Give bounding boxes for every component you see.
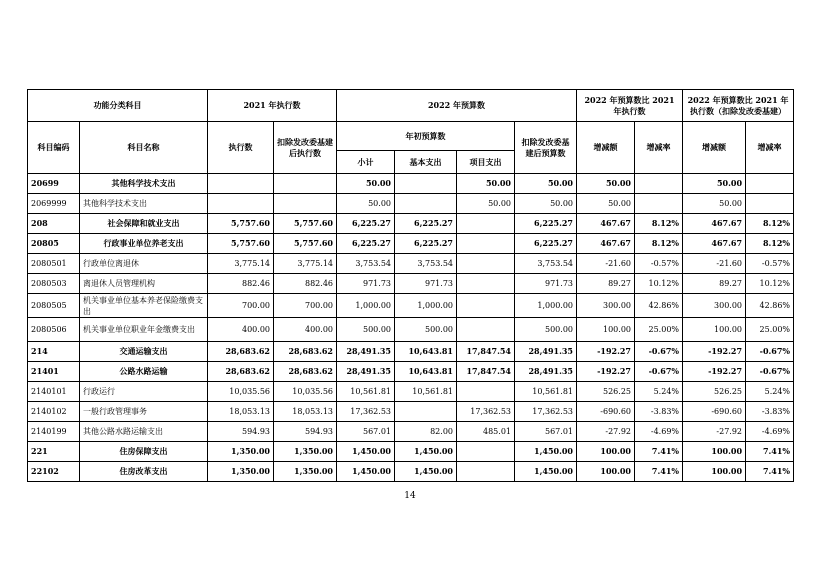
cell-subtotal: 6,225.27 [337, 214, 395, 234]
cell-basic: 3,753.54 [395, 254, 457, 274]
cell-exec-excl: 5,757.60 [274, 214, 337, 234]
page-number: 14 [404, 491, 416, 501]
cell-inc-rate-2: -0.67% [746, 362, 794, 382]
cell-basic: 1,000.00 [395, 294, 457, 318]
cell-inc-amt-2: -690.60 [683, 402, 746, 422]
cell-basic [395, 174, 457, 194]
cell-budget-excl: 17,362.53 [515, 402, 577, 422]
cell-inc-rate: -0.67% [635, 362, 683, 382]
table-row [28, 342, 794, 362]
cell-name: 交通运输支出 [80, 342, 208, 362]
cell-basic: 6,225.27 [395, 214, 457, 234]
cell-inc-rate-2: -4.69% [746, 422, 794, 442]
header-code: 科目编码 [28, 122, 80, 174]
table-row [28, 254, 794, 274]
cell-inc-rate: 7.41% [635, 462, 683, 482]
cell-inc-amt-2: 100.00 [683, 318, 746, 342]
cell-exec: 1,350.00 [208, 462, 274, 482]
cell-inc-rate-2: 25.00% [746, 318, 794, 342]
cell-name: 机关事业单位基本养老保险缴费支出 [80, 294, 208, 318]
cell-project [457, 382, 515, 402]
cell-budget-excl: 1,450.00 [515, 462, 577, 482]
cell-inc-rate [635, 194, 683, 214]
header-basic: 基本支出 [395, 151, 457, 174]
cell-exec: 700.00 [208, 294, 274, 318]
header-func-category: 功能分类科目 [28, 90, 208, 122]
cell-inc-rate: 8.12% [635, 214, 683, 234]
cell-exec [208, 174, 274, 194]
cell-exec-excl: 28,683.62 [274, 362, 337, 382]
cell-code: 208 [28, 214, 80, 234]
cell-inc-rate-2: -0.57% [746, 254, 794, 274]
cell-inc-amt: 50.00 [577, 174, 635, 194]
cell-exec: 18,053.13 [208, 402, 274, 422]
cell-exec-excl [274, 174, 337, 194]
cell-code: 2140101 [28, 382, 80, 402]
cell-basic: 6,225.27 [395, 234, 457, 254]
cell-name: 社会保障和就业支出 [80, 214, 208, 234]
table-row [28, 382, 794, 402]
table-row [28, 318, 794, 342]
cell-project: 485.01 [457, 422, 515, 442]
cell-code: 22102 [28, 462, 80, 482]
table-row [28, 294, 794, 318]
cell-basic: 10,643.81 [395, 342, 457, 362]
header-row-top [28, 90, 794, 122]
cell-budget-excl: 567.01 [515, 422, 577, 442]
cell-inc-amt: 100.00 [577, 462, 635, 482]
cell-name: 行政运行 [80, 382, 208, 402]
cell-inc-rate-2: -0.67% [746, 342, 794, 362]
header-subtotal: 小计 [337, 151, 395, 174]
cell-code: 2080505 [28, 294, 80, 318]
cell-inc-rate: -4.69% [635, 422, 683, 442]
cell-inc-rate: 10.12% [635, 274, 683, 294]
cell-exec-excl: 594.93 [274, 422, 337, 442]
cell-name: 住房保障支出 [80, 442, 208, 462]
cell-exec: 10,035.56 [208, 382, 274, 402]
cell-exec-excl: 700.00 [274, 294, 337, 318]
cell-inc-rate-2: 5.24% [746, 382, 794, 402]
cell-inc-amt: 100.00 [577, 442, 635, 462]
cell-name: 其他公路水路运输支出 [80, 422, 208, 442]
cell-subtotal: 10,561.81 [337, 382, 395, 402]
header-inc-rate-2: 增减率 [746, 122, 794, 174]
cell-basic: 82.00 [395, 422, 457, 442]
cell-inc-rate: 42.86% [635, 294, 683, 318]
cell-project: 17,847.54 [457, 362, 515, 382]
cell-subtotal: 971.73 [337, 274, 395, 294]
cell-exec-excl [274, 194, 337, 214]
cell-inc-amt: 100.00 [577, 318, 635, 342]
cell-subtotal: 1,450.00 [337, 442, 395, 462]
cell-exec: 3,775.14 [208, 254, 274, 274]
cell-exec: 5,757.60 [208, 234, 274, 254]
cell-basic: 971.73 [395, 274, 457, 294]
cell-inc-rate-2: -3.83% [746, 402, 794, 422]
cell-inc-amt-2: 89.27 [683, 274, 746, 294]
cell-subtotal: 28,491.35 [337, 342, 395, 362]
cell-inc-rate-2: 42.86% [746, 294, 794, 318]
cell-exec: 28,683.62 [208, 342, 274, 362]
cell-name: 住房改革支出 [80, 462, 208, 482]
cell-code: 2080506 [28, 318, 80, 342]
cell-code: 20805 [28, 234, 80, 254]
cell-inc-amt-2: 467.67 [683, 234, 746, 254]
cell-inc-amt-2: 526.25 [683, 382, 746, 402]
cell-inc-rate [635, 174, 683, 194]
cell-exec-excl: 10,035.56 [274, 382, 337, 402]
cell-name: 行政事业单位养老支出 [80, 234, 208, 254]
cell-name: 其他科学技术支出 [80, 194, 208, 214]
cell-project [457, 254, 515, 274]
header-initial-budget: 年初预算数 [337, 122, 515, 151]
cell-basic: 10,561.81 [395, 382, 457, 402]
cell-inc-amt-2: -192.27 [683, 342, 746, 362]
cell-exec: 5,757.60 [208, 214, 274, 234]
cell-exec-excl: 3,775.14 [274, 254, 337, 274]
table-row [28, 462, 794, 482]
cell-inc-amt: 467.67 [577, 234, 635, 254]
cell-subtotal: 3,753.54 [337, 254, 395, 274]
cell-inc-amt-2: 50.00 [683, 174, 746, 194]
cell-subtotal: 1,000.00 [337, 294, 395, 318]
cell-inc-rate: -3.83% [635, 402, 683, 422]
header-project: 项目支出 [457, 151, 515, 174]
cell-budget-excl: 1,000.00 [515, 294, 577, 318]
cell-exec-excl: 5,757.60 [274, 234, 337, 254]
cell-exec: 28,683.62 [208, 362, 274, 382]
table-row [28, 194, 794, 214]
cell-budget-excl: 28,491.35 [515, 342, 577, 362]
header-inc-amt-2: 增减额 [683, 122, 746, 174]
table-row [28, 422, 794, 442]
cell-code: 2140102 [28, 402, 80, 422]
cell-project [457, 318, 515, 342]
cell-inc-rate: 7.41% [635, 442, 683, 462]
cell-inc-rate: -0.57% [635, 254, 683, 274]
header-budget-2022: 2022 年预算数 [337, 90, 577, 122]
cell-inc-rate-2 [746, 194, 794, 214]
cell-inc-amt-2: 467.67 [683, 214, 746, 234]
cell-inc-amt: 467.67 [577, 214, 635, 234]
cell-inc-amt: 526.25 [577, 382, 635, 402]
header-exec-2021: 2021 年执行数 [208, 90, 337, 122]
cell-inc-amt: -27.92 [577, 422, 635, 442]
header-budget-excl: 扣除发改委基建后预算数 [515, 122, 577, 174]
cell-budget-excl: 28,491.35 [515, 362, 577, 382]
cell-subtotal: 6,225.27 [337, 234, 395, 254]
cell-inc-rate-2 [746, 174, 794, 194]
cell-project [457, 294, 515, 318]
cell-project: 17,847.54 [457, 342, 515, 362]
cell-inc-amt-2: -27.92 [683, 422, 746, 442]
header-exec: 执行数 [208, 122, 274, 174]
cell-inc-rate-2: 8.12% [746, 234, 794, 254]
cell-exec: 882.46 [208, 274, 274, 294]
table-row [28, 362, 794, 382]
cell-code: 221 [28, 442, 80, 462]
cell-budget-excl: 50.00 [515, 174, 577, 194]
cell-code: 21401 [28, 362, 80, 382]
cell-inc-rate-2: 7.41% [746, 442, 794, 462]
cell-code: 2080503 [28, 274, 80, 294]
cell-subtotal: 17,362.53 [337, 402, 395, 422]
cell-subtotal: 500.00 [337, 318, 395, 342]
cell-budget-excl: 50.00 [515, 194, 577, 214]
cell-inc-rate: -0.67% [635, 342, 683, 362]
cell-inc-amt-2: -21.60 [683, 254, 746, 274]
cell-name: 一般行政管理事务 [80, 402, 208, 422]
cell-project: 50.00 [457, 174, 515, 194]
cell-project [457, 214, 515, 234]
cell-budget-excl: 1,450.00 [515, 442, 577, 462]
cell-project [457, 234, 515, 254]
cell-inc-amt-2: 100.00 [683, 442, 746, 462]
cell-code: 2080501 [28, 254, 80, 274]
cell-name: 机关事业单位职业年金缴费支出 [80, 318, 208, 342]
cell-inc-amt-2: -192.27 [683, 362, 746, 382]
cell-budget-excl: 10,561.81 [515, 382, 577, 402]
cell-exec [208, 194, 274, 214]
cell-budget-excl: 971.73 [515, 274, 577, 294]
budget-table [27, 89, 794, 482]
table-row [28, 214, 794, 234]
cell-basic: 1,450.00 [395, 442, 457, 462]
cell-inc-amt-2: 50.00 [683, 194, 746, 214]
table-row [28, 174, 794, 194]
table-row [28, 442, 794, 462]
cell-inc-amt: 300.00 [577, 294, 635, 318]
cell-inc-amt: -192.27 [577, 362, 635, 382]
cell-inc-rate: 25.00% [635, 318, 683, 342]
cell-inc-rate-2: 10.12% [746, 274, 794, 294]
table-row [28, 274, 794, 294]
cell-inc-amt: -690.60 [577, 402, 635, 422]
cell-basic: 1,450.00 [395, 462, 457, 482]
cell-name: 离退休人员管理机构 [80, 274, 208, 294]
cell-code: 20699 [28, 174, 80, 194]
cell-code: 2069999 [28, 194, 80, 214]
cell-inc-amt-2: 100.00 [683, 462, 746, 482]
cell-exec-excl: 18,053.13 [274, 402, 337, 422]
table-row [28, 234, 794, 254]
header-exec-excl: 扣除发改委基建后执行数 [274, 122, 337, 174]
cell-budget-excl: 3,753.54 [515, 254, 577, 274]
cell-budget-excl: 500.00 [515, 318, 577, 342]
cell-subtotal: 50.00 [337, 174, 395, 194]
cell-code: 214 [28, 342, 80, 362]
table-row [28, 402, 794, 422]
cell-subtotal: 567.01 [337, 422, 395, 442]
header-row-mid [28, 122, 794, 151]
cell-project [457, 274, 515, 294]
cell-inc-amt: 50.00 [577, 194, 635, 214]
cell-budget-excl: 6,225.27 [515, 234, 577, 254]
cell-inc-rate-2: 8.12% [746, 214, 794, 234]
cell-exec: 400.00 [208, 318, 274, 342]
cell-basic [395, 194, 457, 214]
cell-inc-amt-2: 300.00 [683, 294, 746, 318]
cell-basic [395, 402, 457, 422]
header-name: 科目名称 [80, 122, 208, 174]
cell-project [457, 462, 515, 482]
cell-basic: 500.00 [395, 318, 457, 342]
cell-inc-rate-2: 7.41% [746, 462, 794, 482]
cell-exec-excl: 28,683.62 [274, 342, 337, 362]
cell-basic: 10,643.81 [395, 362, 457, 382]
cell-name: 其他科学技术支出 [80, 174, 208, 194]
cell-exec-excl: 1,350.00 [274, 442, 337, 462]
cell-project [457, 442, 515, 462]
cell-exec-excl: 882.46 [274, 274, 337, 294]
cell-project: 50.00 [457, 194, 515, 214]
cell-exec-excl: 400.00 [274, 318, 337, 342]
cell-inc-rate: 8.12% [635, 234, 683, 254]
header-compare-excl: 2022 年预算数比 2021 年执行数（扣除发改委基建） [683, 90, 794, 122]
header-compare-exec: 2022 年预算数比 2021 年执行数 [577, 90, 683, 122]
cell-subtotal: 1,450.00 [337, 462, 395, 482]
header-inc-rate: 增减率 [635, 122, 683, 174]
cell-inc-rate: 5.24% [635, 382, 683, 402]
cell-inc-amt: -21.60 [577, 254, 635, 274]
cell-subtotal: 50.00 [337, 194, 395, 214]
cell-name: 行政单位离退休 [80, 254, 208, 274]
cell-exec-excl: 1,350.00 [274, 462, 337, 482]
cell-code: 2140199 [28, 422, 80, 442]
cell-inc-amt: 89.27 [577, 274, 635, 294]
cell-subtotal: 28,491.35 [337, 362, 395, 382]
cell-exec: 594.93 [208, 422, 274, 442]
header-inc-amt: 增减额 [577, 122, 635, 174]
cell-budget-excl: 6,225.27 [515, 214, 577, 234]
cell-name: 公路水路运输 [80, 362, 208, 382]
cell-inc-amt: -192.27 [577, 342, 635, 362]
cell-exec: 1,350.00 [208, 442, 274, 462]
cell-project: 17,362.53 [457, 402, 515, 422]
